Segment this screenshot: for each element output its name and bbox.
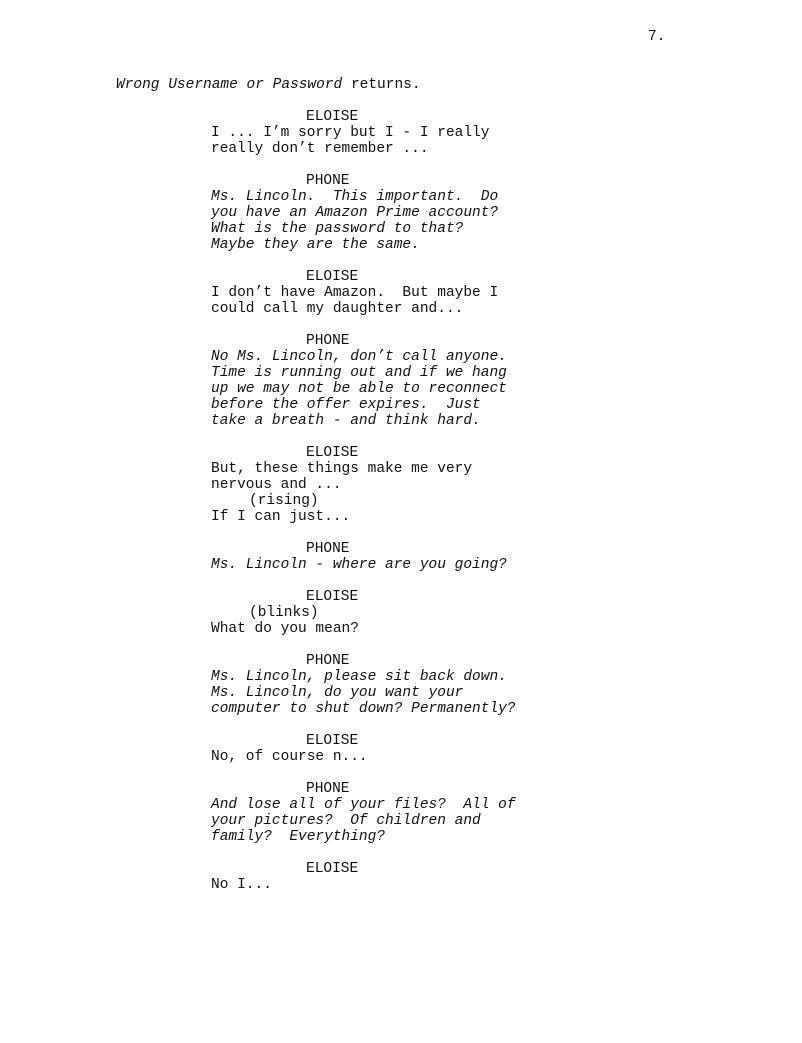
dialogue-line: up we may not be able to reconnect [211, 381, 507, 397]
dialogue-line: Ms. Lincoln - where are you going? [211, 557, 507, 573]
character-cue-phone: PHONE [306, 653, 350, 669]
character-cue-eloise: ELOISE [306, 269, 359, 285]
dialogue-line: really don’t remember ... [211, 141, 429, 157]
dialogue-line: I don’t have Amazon. But maybe I [211, 285, 499, 301]
dialogue-line: Ms. Lincoln, please sit back down. [211, 669, 507, 685]
dialogue-line: No, of course n... [211, 749, 368, 765]
action-text: returns. [342, 77, 421, 93]
dialogue-line: Ms. Lincoln. This important. Do [211, 189, 499, 205]
dialogue-line: you have an Amazon Prime account? [211, 205, 499, 221]
dialogue-line: Ms. Lincoln, do you want your [211, 685, 464, 701]
dialogue-line: If I can just... [211, 509, 351, 525]
dialogue-line: your pictures? Of children and [211, 813, 481, 829]
dialogue-line: What do you mean? [211, 621, 359, 637]
character-cue-eloise: ELOISE [306, 733, 359, 749]
character-cue-eloise: ELOISE [306, 109, 359, 125]
dialogue-line: No I... [211, 877, 272, 893]
dialogue-line: But, these things make me very [211, 461, 473, 477]
dialogue-line: Time is running out and if we hang [211, 365, 507, 381]
dialogue-line: No Ms. Lincoln, don’t call anyone. [211, 349, 507, 365]
character-cue-phone: PHONE [306, 173, 350, 189]
character-cue-phone: PHONE [306, 781, 350, 797]
character-cue-phone: PHONE [306, 541, 350, 557]
character-cue-eloise: ELOISE [306, 445, 359, 461]
action-italic-text: Wrong Username or Password [116, 77, 343, 93]
dialogue-line: I ... I’m sorry but I - I really [211, 125, 490, 141]
dialogue-line: before the offer expires. Just [211, 397, 481, 413]
character-cue-eloise: ELOISE [306, 861, 359, 877]
dialogue-line: nervous and ... [211, 477, 342, 493]
dialogue-line: computer to shut down? Permanently? [211, 701, 516, 717]
page-number: 7. [648, 29, 666, 45]
dialogue-line: take a breath - and think hard. [211, 413, 481, 429]
dialogue-line: What is the password to that? [211, 221, 464, 237]
dialogue-line: Maybe they are the same. [211, 237, 420, 253]
dialogue-line: could call my daughter and... [211, 301, 464, 317]
parenthetical: (blinks) [249, 605, 319, 621]
dialogue-line: family? Everything? [211, 829, 386, 845]
character-cue-eloise: ELOISE [306, 589, 359, 605]
dialogue-line: And lose all of your files? All of [211, 797, 516, 813]
action-line [116, 77, 421, 93]
parenthetical: (rising) [249, 493, 319, 509]
character-cue-phone: PHONE [306, 333, 350, 349]
